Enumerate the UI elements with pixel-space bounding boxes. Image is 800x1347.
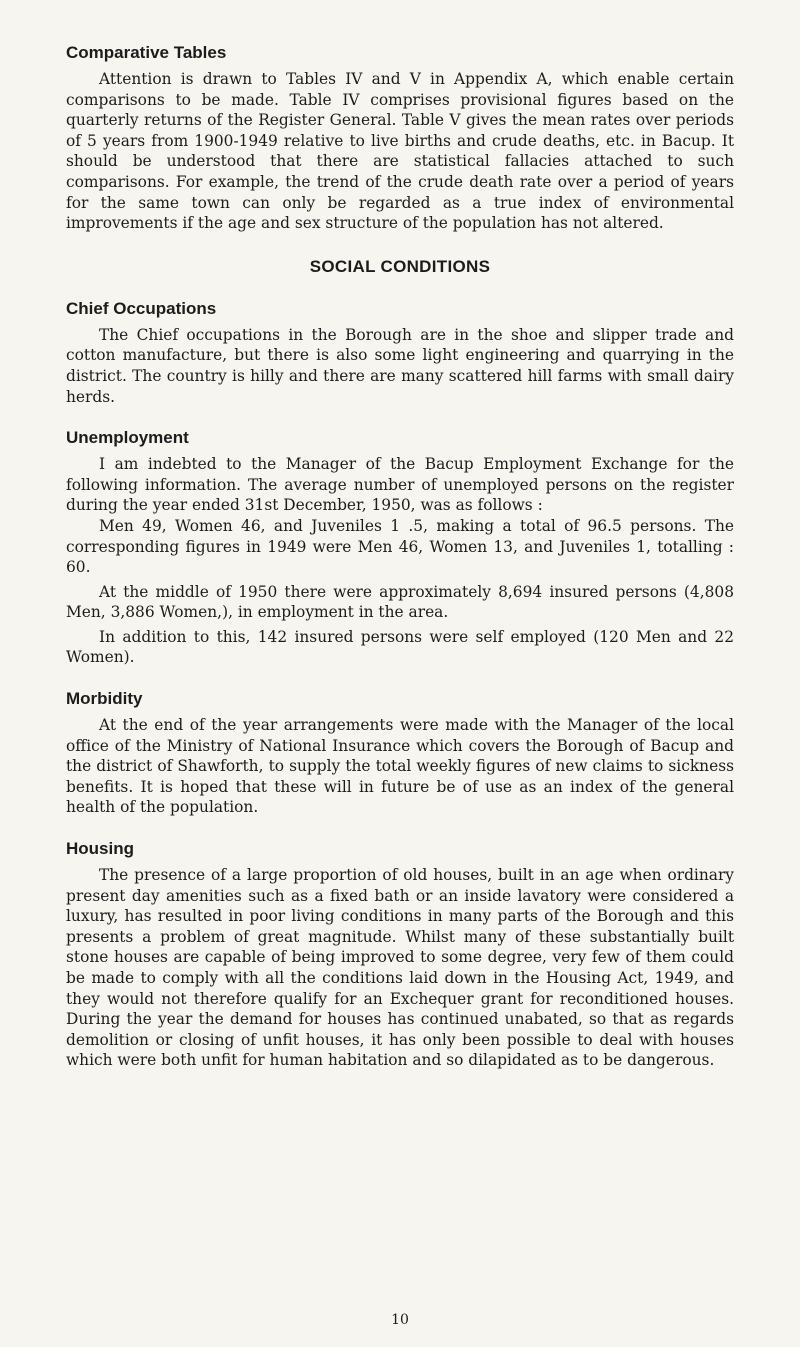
morbidity-heading: Morbidity bbox=[66, 689, 143, 709]
social-conditions-title: SOCIAL CONDITIONS bbox=[309, 256, 491, 276]
housing-paragraph: The presence of a large proportion of old houses, built in an age when ordinary present day amenities such as a fixed bath or an inside lavatory were considered a luxury, has resulted in poor living conditions in many parts of the Borough and this presents a problem of great magnitude. Whilst many of these substantially built stone houses are capable of being improved to some degree, very few of them could be made to comply with all the conditions laid down in the Housing Act, 1949, and they would not therefore qualify for an Exchequer grant for reconditioned houses. During the year the demand for houses has continued unabated, so that as regards demolition or closing of unfit houses, it has only been possible to deal with houses which were both unfit for human habitation and so dilapidated as to be dangerous. bbox=[66, 866, 734, 1070]
chief-occupations-paragraph: The Chief occupations in the Borough are in the shoe and slipper trade and cotton manufacture, but there is also some light engineering and quarrying in the district. The country is hilly and there are many scattered hill farms with small dairy herds. bbox=[66, 325, 734, 406]
housing-heading: Housing bbox=[66, 839, 134, 859]
unemployment-paragraph-2: Men 49, Women 46, and Juveniles 1 .5, making a total of 96.5 persons. The corresponding figures in 1949 were Men 46, Women 13, and Juveniles 1, totalling : 60. bbox=[66, 516, 734, 577]
page-number: 10 bbox=[391, 1312, 409, 1328]
morbidity-paragraph: At the end of the year arrangements were made with the Manager of the local office of the Ministry of National Insurance which covers the Borough of Bacup and the district of Shawforth, to supply the total weekly figures of new claims to sickness benefits. It is hoped that these will in future be of use as an index of the general health of the population. bbox=[66, 716, 734, 817]
comparative-tables-paragraph: Attention is drawn to Tables IV and V in Appendix A, which enable certain comparisons to be made. Table IV comprises provisional figures based on the quarterly returns of the Register General. Table V gives the mean rates over periods of 5 years from 1900-1949 relative to live births and crude deaths, etc. in Bacup. It should be understood that there are statistical fallacies attached to such comparisons. For example, the trend of the crude death rate over a period of years for the same town can only be regarded as a true index of environmental improvements if the age and sex structure of the population has not altered. bbox=[66, 70, 734, 233]
unemployment-paragraph-1: I am indebted to the Manager of the Bacup Employment Exchange for the following information. The average number of unemployed persons on the register during the year ended 31st December, 1950, was as follows : bbox=[66, 455, 734, 515]
comparative-tables-heading: Comparative Tables bbox=[66, 43, 227, 62]
unemployment-heading: Unemployment bbox=[66, 428, 189, 448]
unemployment-paragraph-4: In addition to this, 142 insured persons were self employed (120 Men and 22 Women). bbox=[66, 627, 734, 667]
unemployment-paragraph-3: At the middle of 1950 there were approximately 8,694 insured persons (4,808 Men, 3,886 Women,), in employment in the area. bbox=[66, 582, 734, 622]
chief-occupations-heading: Chief Occupations bbox=[66, 298, 217, 318]
